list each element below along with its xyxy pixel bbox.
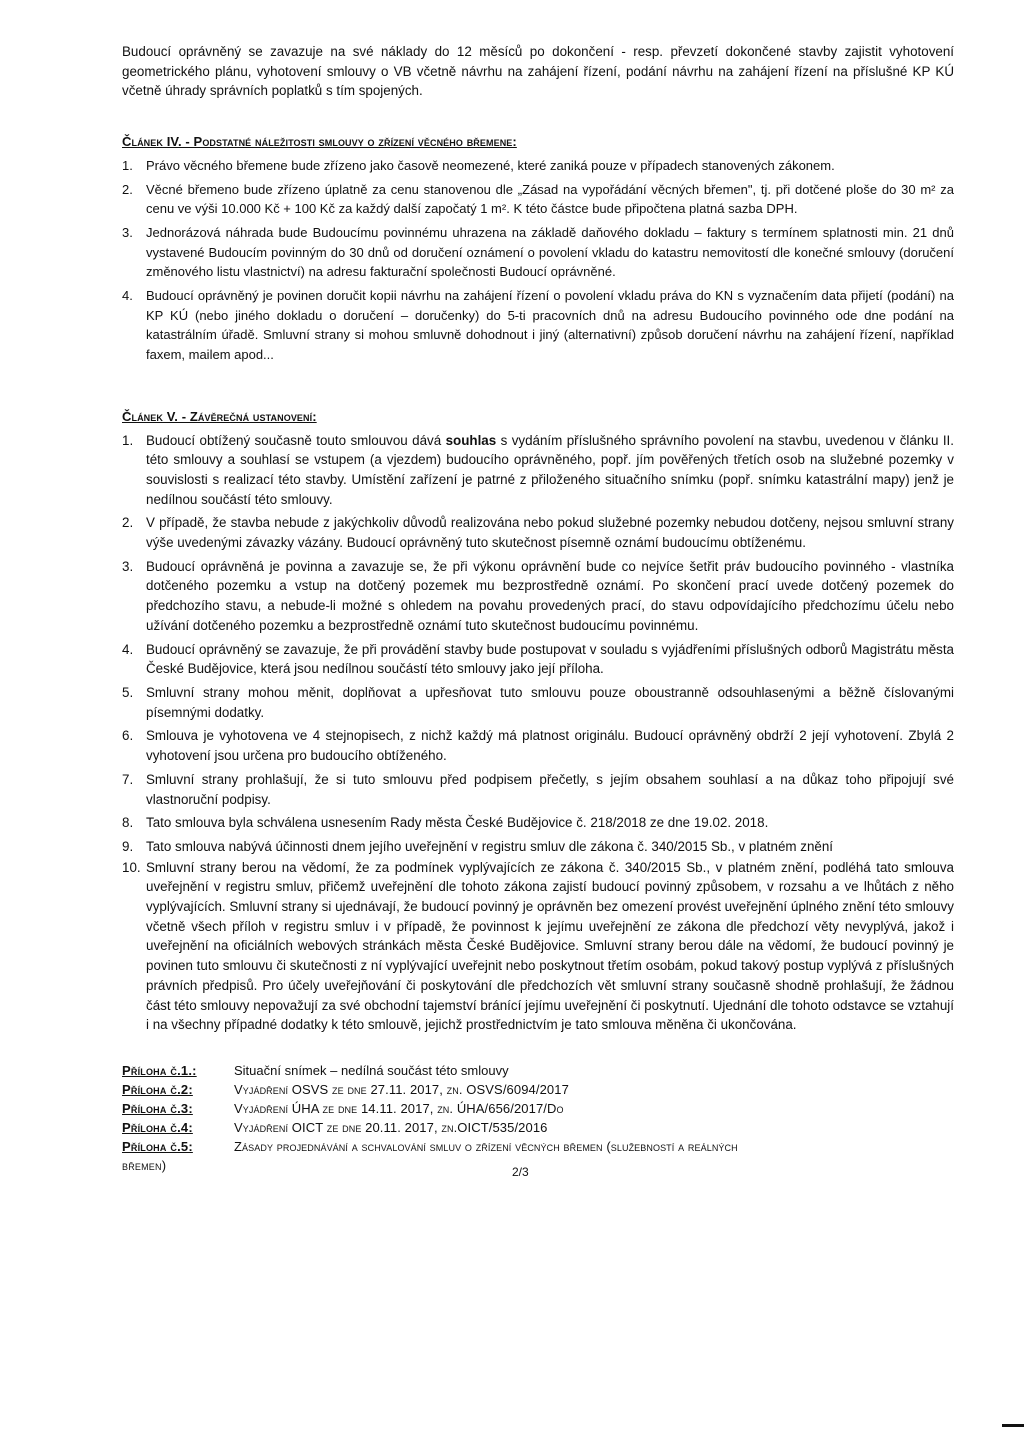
- article-4-heading: Článek IV. - Podstatné náležitosti smlouvy o zřízení věcného břemene:: [122, 134, 517, 150]
- list-item: 9. Tato smlouva nabývá účinnosti dnem jejího uveřejnění v registru smluv dle zákona č. 340/2015 Sb., v platném znění: [122, 838, 834, 854]
- bold-consent: souhlas: [445, 432, 497, 448]
- annex-list: [122, 1062, 954, 1175]
- page-number: 2/3: [512, 1165, 529, 1179]
- annex-row: Příloha č.2: Vyjádření OSVS ze dne 27.11. 2017, zn. OSVS/6094/2017: [122, 1081, 569, 1097]
- article-5-heading: Článek V. - Závěrečná ustanovení:: [122, 408, 317, 424]
- annex-row: Příloha č.1.: Situační snímek – nedílná součást této smlouvy: [122, 1062, 509, 1078]
- list-item: 1. Budoucí obtížený současně touto smlouvou dává souhlas s vydáním příslušného správního povolení na stavbu, uvedenou v článku II. této smlouvy a souhlasí se vstupem (a vjezdem) budoucího oprávněného, popř. jím pověřených třetích osob na služebné pozemky v souvislosti s realizací této stavby. Umístění zařízení je patrné z přiloženého situačního snímku (popř. snímku katastrální mapy) jenž je nedílnou součástí této smlouvy.: [122, 432, 954, 507]
- list-item: 8. Tato smlouva byla schválena usnesením Rady města České Budějovice č. 218/2018 ze dne 19.02. 2018.: [122, 815, 769, 831]
- list-item: 7. Smluvní strany prohlašují, že si tuto smlouvu před podpisem přečetly, s jejím obsahem souhlasí a na důkaz toho připojují své vlastnoruční podpisy.: [122, 771, 954, 807]
- list-item: 4. Budoucí oprávněný se zavazuje, že při provádění stavby bude postupovat v souladu s vyjádřeními příslušných odborů Magistrátu města České Budějovice, která jsou nedílnou součástí této smlouvy jako její příloha.: [122, 641, 954, 677]
- intro-paragraph: Budoucí oprávněný se zavazuje na své náklady do 12 měsíců po dokončení - resp. převzetí dokončené stavby zajistit vyhotovení geometrického plánu, vyhotovení smlouvy o VB včetně návrhu na zahájení řízení, podání návrhu na zahájení řízení na příslušné KP KÚ včetně úhrady správních poplatků s tím spojených.: [122, 44, 954, 99]
- list-item: 10. Smluvní strany berou na vědomí, že za podmínek vyplývajících ze zákona č. 340/2015 Sb., v platném znění, podléhá tato smlouva uveřejnění v registru smluv, přičemž uveřejnění dle tohoto zákona zajistí budoucí povinný způsobem, v rozsahu a ve lhůtách z něho vyplývajících. Smluvní strany si ujednávají, že budoucí povinný je oprávněn bez omezení provést uveřejnění úplného znění této smlouvy včetně všech příloh v registru smluv i v případě, že povinnost k jejímu uveřejnění ze zákona dle předchozí věty nevyplývá, jakož i uveřejnění na oficiálních webových stránkách města České Budějovice. Smluvní strany berou dále na vědomí, že budoucí povinný je povinen tuto smlouvu či skutečnosti z ní vyplývající uveřejnit nebo poskytnout třetím osobám, pokud takový postup vyplývá z příslušných právních předpisů. Pro účely uveřejňování či poskytování dle předchozích vět smluvní strany současně shodně prohlašují, že žádnou část této smlouvy nepovažují za své obchodní tajemství bránící jejímu uveřejnění či poskytnutí. Ujednání dle tohoto odstavce se vztahují i na všechny případné dodatky k této smlouvě, jejichž prostřednictvím je tato smlouva měněna či ukončována.: [122, 859, 954, 1033]
- list-item: 4. Budoucí oprávněný je povinen doručit kopii návrhu na zahájení řízení o povolení vkladu práva do KN s vyznačením data přijetí (podání) na KP KÚ (nebo jiného dokladu o doručení – doručenky) do 5-ti pracovních dnů na adresu Budoucího povinného ode dne podání na katastrálním úřadě. Smluvní strany si mohou smluvně dohodnout i jiný (alternativní) způsob doručení návrhu na zahájení řízení, například faxem, mailem apod...: [122, 288, 954, 363]
- annex-row: Příloha č.4: Vyjádření OICT ze dne 20.11. 2017, zn.OICT/535/2016: [122, 1119, 548, 1135]
- list-item: 5. Smluvní strany mohou měnit, doplňovat a upřesňovat tuto smlouvu pouze oboustranně odsouhlasenými a běžně číslovanými písemnými dodatky.: [122, 684, 954, 720]
- annex-row: Příloha č.3: Vyjádření ÚHA ze dne 14.11. 2017, zn. ÚHA/656/2017/Do: [122, 1100, 564, 1116]
- article-5-list: [122, 431, 954, 1035]
- list-item: 2. Věcné břemeno bude zřízeno úplatně za cenu stanovenou dle „Zásad na vypořádání věcných břemen", tj. při dotčené ploše do 30 m² za cenu ve výši 10.000 Kč + 100 Kč za každý další započatý 1 m². K této částce bude připočtena platná sazba DPH.: [122, 181, 954, 217]
- list-item: 2. V případě, že stavba nebude z jakýchkoliv důvodů realizována nebo pokud služebné pozemky nebudou dotčeny, nejsou smluvní strany výše uvedenými závazky vázány. Budoucí oprávněný tuto skutečnost písemně oznámí budoucímu obtíženému.: [122, 515, 954, 551]
- list-item: 3. Budoucí oprávněná je povinna a zavazuje se, že při výkonu oprávnění bude co nejvíce šetřit práv budoucího povinného - vlastníka dotčeného pozemku a vstup na dotčený pozemek mu bezprostředně oznámí. Po skončení prací uvede dotčený pozemek do předchozího stavu, a nebude-li možné s ohledem na povahu provedených prací, do stavu odpovídajícího předchozímu účelu nebo užívání dotčeného pozemku a bezprostředně oznámí tuto skutečnost budoucímu povinnému.: [122, 558, 954, 633]
- document-page: [122, 42, 954, 1175]
- bottom-edge-mark: [1002, 1424, 1024, 1427]
- article-4-list: [122, 156, 954, 365]
- annex-continuation: břemen): [122, 1157, 167, 1173]
- list-item: 3. Jednorázová náhrada bude Budoucímu povinnému uhrazena na základě daňového dokladu – faktury s termínem splatnosti min. 21 dnů vystavené Budoucím povinným do 30 dnů od doručení oznámení o povolení vkladu do katastru nemovitostí dle konečné smlouvy (doručení změnového listu vlastnictví) na adresu fakturační společnosti Budoucí oprávněné.: [122, 224, 954, 280]
- list-item: 6. Smlouva je vyhotovena ve 4 stejnopisech, z nichž každý má platnost originálu. Budoucí oprávněný obdrží 2 její vyhotovení. Zbylá 2 vyhotovení jsou určena pro budoucího obtíženého.: [122, 728, 954, 764]
- annex-row: Příloha č.5: Zásady projednávání a schvalování smluv o zřízení věcných břemen (služebností a reálných: [122, 1138, 738, 1154]
- list-item: 1. Právo věcného břemene bude zřízeno jako časově neomezené, které zaniká pouze v případech stanovených zákonem.: [122, 157, 835, 173]
